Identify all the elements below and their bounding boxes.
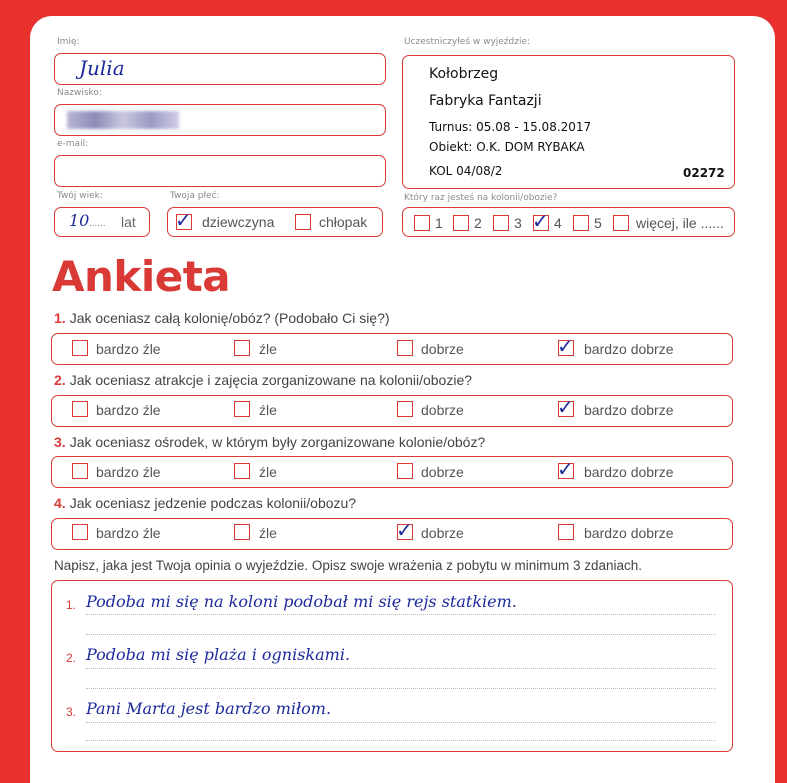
age-label: Twój wiek: [57,191,103,201]
q4-check-icon: ✓ [396,518,413,542]
count-label: Który raz jesteś na kolonii/obozie? [404,193,558,203]
q1-dobrze-checkbox[interactable] [397,340,413,356]
q4-zle-label: źle [259,525,277,541]
q1-zle-checkbox[interactable] [234,340,250,356]
count-4-check-icon: ✓ [532,209,549,233]
opinion-rule [86,634,716,635]
opinion-rule [86,722,716,723]
q4-bardzo-zle-checkbox[interactable] [72,524,88,540]
gender-male-checkbox[interactable] [295,214,311,230]
surname-field[interactable] [54,104,386,136]
age-value: 10 [69,211,90,230]
question-1-number: 1. [54,310,66,326]
count-1-checkbox[interactable] [414,215,430,231]
question-3-number: 3. [54,434,66,450]
count-more-checkbox[interactable] [613,215,629,231]
gender-label: Twoja płeć: [170,191,220,201]
q3-zle-label: źle [259,464,277,480]
q2-zle-checkbox[interactable] [234,401,250,417]
q3-bardzo-zle-checkbox[interactable] [72,463,88,479]
opinion-line-3: Pani Marta jest bardzo miłom. [86,699,332,718]
q1-bardzo-zle-label: bardzo źle [96,341,161,357]
q2-dobrze-label: dobrze [421,402,464,418]
question-4-number: 4. [54,495,66,511]
trip-box [402,55,735,189]
q2-bardzo-zle-label: bardzo źle [96,402,161,418]
question-1-text: Jak oceniasz całą kolonię/obóz? (Podobało Ci się?) [69,310,390,326]
redacted-surname [67,111,179,129]
q2-zle-label: źle [259,402,277,418]
survey-title: Ankieta [52,252,231,301]
question-1 [54,310,390,326]
question-3-text: Jak oceniasz ośrodek, w którym były zorganizowane kolonie/obóz? [69,434,486,450]
q3-zle-checkbox[interactable] [234,463,250,479]
trip-label: Uczestniczyłeś w wyjeździe: [404,37,531,47]
q3-bardzo-zle-label: bardzo źle [96,464,161,480]
count-more-label: więcej, ile ...... [636,215,724,231]
trip-city: Kołobrzeg [429,66,499,82]
count-1-label: 1 [435,215,443,231]
q2-bardzo-zle-checkbox[interactable] [72,401,88,417]
question-4-text: Jak oceniasz jedzenie podczas kolonii/obozu? [69,495,357,511]
gender-male-label: chłopak [319,214,368,230]
age-field[interactable] [54,207,150,237]
trip-number: 02272 [683,166,725,180]
opinion-rule [86,688,716,689]
q1-bardzo-zle-checkbox[interactable] [72,340,88,356]
opinion-rule [86,740,716,741]
q3-bardzo-dobrze-label: bardzo dobrze [584,464,674,480]
question-2-number: 2. [54,372,66,388]
age-dots: ...... [89,218,106,229]
gender-female-check-icon: ✓ [175,208,192,232]
question-2 [54,372,472,388]
opinion-rule [86,614,716,615]
q3-dobrze-label: dobrze [421,464,464,480]
trip-program: Fabryka Fantazji [429,93,542,109]
question-2-text: Jak oceniasz atrakcje i zajęcia zorganizowane na kolonii/obozie? [69,372,473,388]
name-label: Imię: [57,37,80,47]
q3-dobrze-checkbox[interactable] [397,463,413,479]
q4-bardzo-dobrze-label: bardzo dobrze [584,525,674,541]
trip-turnus: Turnus: 05.08 - 15.08.2017 [429,120,592,134]
gender-female-label: dziewczyna [202,214,275,230]
q2-dobrze-checkbox[interactable] [397,401,413,417]
opinion-line-2: Podoba mi się plaża i ogniskami. [86,645,351,664]
age-unit: lat [121,214,136,230]
surname-label: Nazwisko: [57,88,102,98]
count-3-label: 3 [514,215,522,231]
name-field[interactable] [54,53,386,85]
opinion-number-3: 3. [66,705,77,719]
q1-bardzo-dobrze-label: bardzo dobrze [584,341,674,357]
count-5-checkbox[interactable] [573,215,589,231]
opinion-number-2: 2. [66,651,77,665]
opinion-prompt: Napisz, jaka jest Twoja opinia o wyjeździe. Opisz swoje wrażenia z pobytu w minimum 3 zdaniach. [54,558,643,573]
count-2-label: 2 [474,215,482,231]
q1-dobrze-label: dobrze [421,341,464,357]
count-3-checkbox[interactable] [493,215,509,231]
q2-bardzo-dobrze-label: bardzo dobrze [584,402,674,418]
name-value: Julia [79,56,125,80]
q2-check-icon: ✓ [557,395,574,419]
email-label: e-mail: [57,139,89,149]
q4-bardzo-dobrze-checkbox[interactable] [558,524,574,540]
trip-code: KOL 04/08/2 [429,164,503,178]
q1-zle-label: źle [259,341,277,357]
q4-zle-checkbox[interactable] [234,524,250,540]
opinion-number-1: 1. [66,598,77,612]
count-4-label: 4 [554,215,562,231]
opinion-rule [86,668,716,669]
question-4 [54,495,356,511]
trip-obiekt: Obiekt: O.K. DOM RYBAKA [429,140,585,154]
email-field[interactable] [54,155,386,187]
q3-check-icon: ✓ [557,457,574,481]
question-3 [54,434,485,450]
q4-dobrze-label: dobrze [421,525,464,541]
count-2-checkbox[interactable] [453,215,469,231]
count-5-label: 5 [594,215,602,231]
q4-bardzo-zle-label: bardzo źle [96,525,161,541]
opinion-line-1: Podoba mi się na koloni podobał mi się rejs statkiem. [86,592,517,611]
q1-check-icon: ✓ [557,334,574,358]
